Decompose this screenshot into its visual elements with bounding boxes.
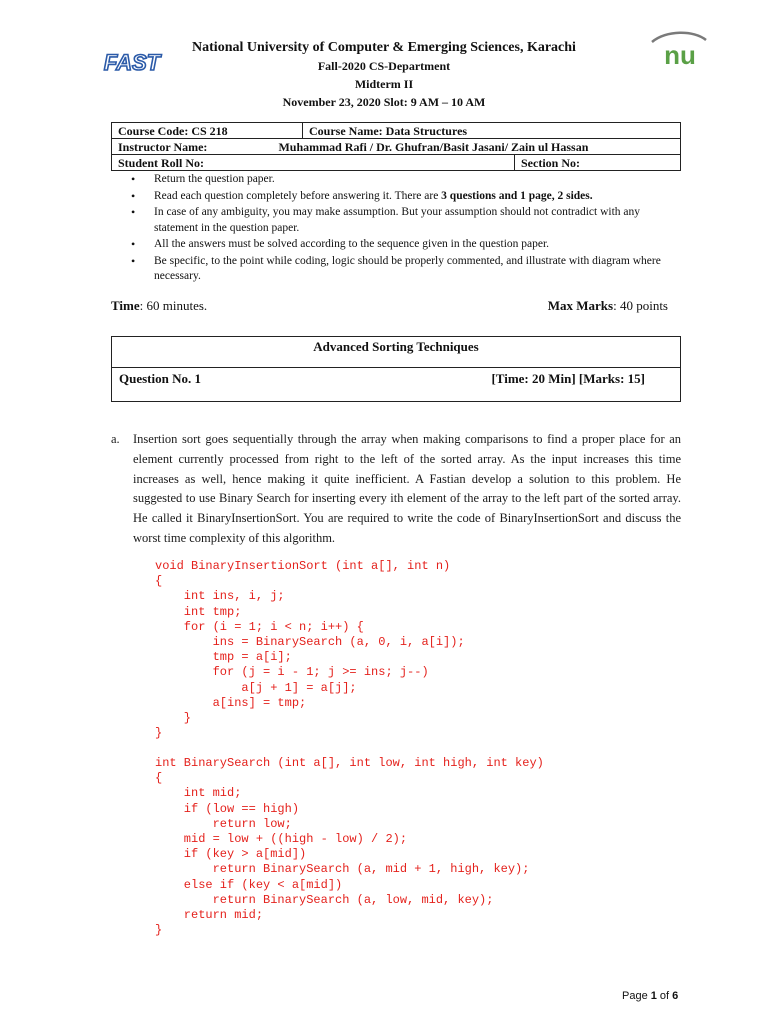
exam-header: [0, 38, 768, 111]
max-marks-info: Max Marks: 40 points: [547, 298, 668, 313]
question-number: Question No. 1: [119, 371, 201, 386]
course-name: Course Name: Data Structures: [303, 123, 681, 139]
instruction-item: • All the answers must be solved according to the sequence given in the question paper.: [120, 237, 682, 253]
instructor-row: [112, 139, 681, 155]
question-time-marks: [Time: 20 Min] [Marks: 15]: [491, 371, 645, 386]
student-roll-no: Student Roll No:: [112, 155, 515, 171]
question-box-divider: [112, 367, 680, 368]
question-header-box: [111, 336, 681, 402]
fast-logo-text: FAST: [103, 50, 161, 75]
code-binary-search: int BinarySearch (int a[], int low, int high, int key) { int mid; if (low == high) return low; mid = low + ((high - low) / 2); if (key > a[mid]) return BinarySearch (a, mid + 1, high, key); else if (key < a[mid]) return BinarySearch (a, low, mid, key); return mid; }: [155, 756, 544, 938]
instruction-item: • Return the question paper.: [120, 172, 682, 188]
time-info: Time: 60 minutes.: [111, 298, 208, 313]
exam-title: Midterm II: [354, 77, 414, 91]
code-binary-insertion-sort: void BinaryInsertionSort (int a[], int n) { int ins, i, j; int tmp; for (i = 1; i < n; i++) { ins = BinarySearch (a, 0, i, a[i]); tmp = a[i]; for (j = i - 1; j >= ins; j--) a[j + 1] = a[j]; a[ins] = tmp; } }: [155, 559, 465, 741]
instruction-item: • In case of any ambiguity, you may make assumption. But your assumption should not contradict with any statement in the question paper.: [120, 205, 682, 236]
university-name: National University of Computer & Emerging Sciences, Karachi: [192, 40, 576, 55]
question-topic: Advanced Sorting Techniques: [313, 339, 479, 354]
part-a-text: Insertion sort goes sequentially through the array when making comparisons to find a proper place for an element currently processed from right to the left of the sorted array. As the input increases this time increases as well, hence making it quite inefficient. A Fastian develop a solution to this problem. He suggested to use Binary Search for inserting every ith element of the array to the left part of the sorted array. He called it BinaryInsertionSort. You are required to write the code of BinaryInsertionSort and discuss the worst time complexity of this algorithm.: [133, 432, 681, 545]
section-no: Section No:: [515, 155, 681, 171]
page-number: Page 1 of 6: [622, 990, 679, 1002]
exam-date-slot: November 23, 2020 Slot: 9 AM – 10 AM: [282, 95, 486, 109]
part-a-label: a.: [111, 432, 120, 446]
instructor-label: Instructor Name:: [118, 139, 208, 154]
instruction-item: • Be specific, to the point while coding, logic should be properly commented, and illustrate with diagram where necessary.: [120, 254, 682, 285]
department: Fall-2020 CS-Department: [317, 59, 451, 73]
instruction-item: • Read each question completely before answering it. There are 3 questions and 1 page, 2 sides.: [120, 189, 682, 205]
question-part-a: [111, 430, 681, 549]
nu-logo-text: nu: [664, 40, 696, 70]
instructions-list: [120, 172, 682, 286]
time-marks-line: [111, 298, 668, 314]
instructor-names: Muhammad Rafi / Dr. Ghufran/Basit Jasani/ Zain ul Hassan: [278, 139, 589, 154]
course-info-table: [111, 122, 681, 171]
course-code: Course Code: CS 218: [112, 123, 303, 139]
